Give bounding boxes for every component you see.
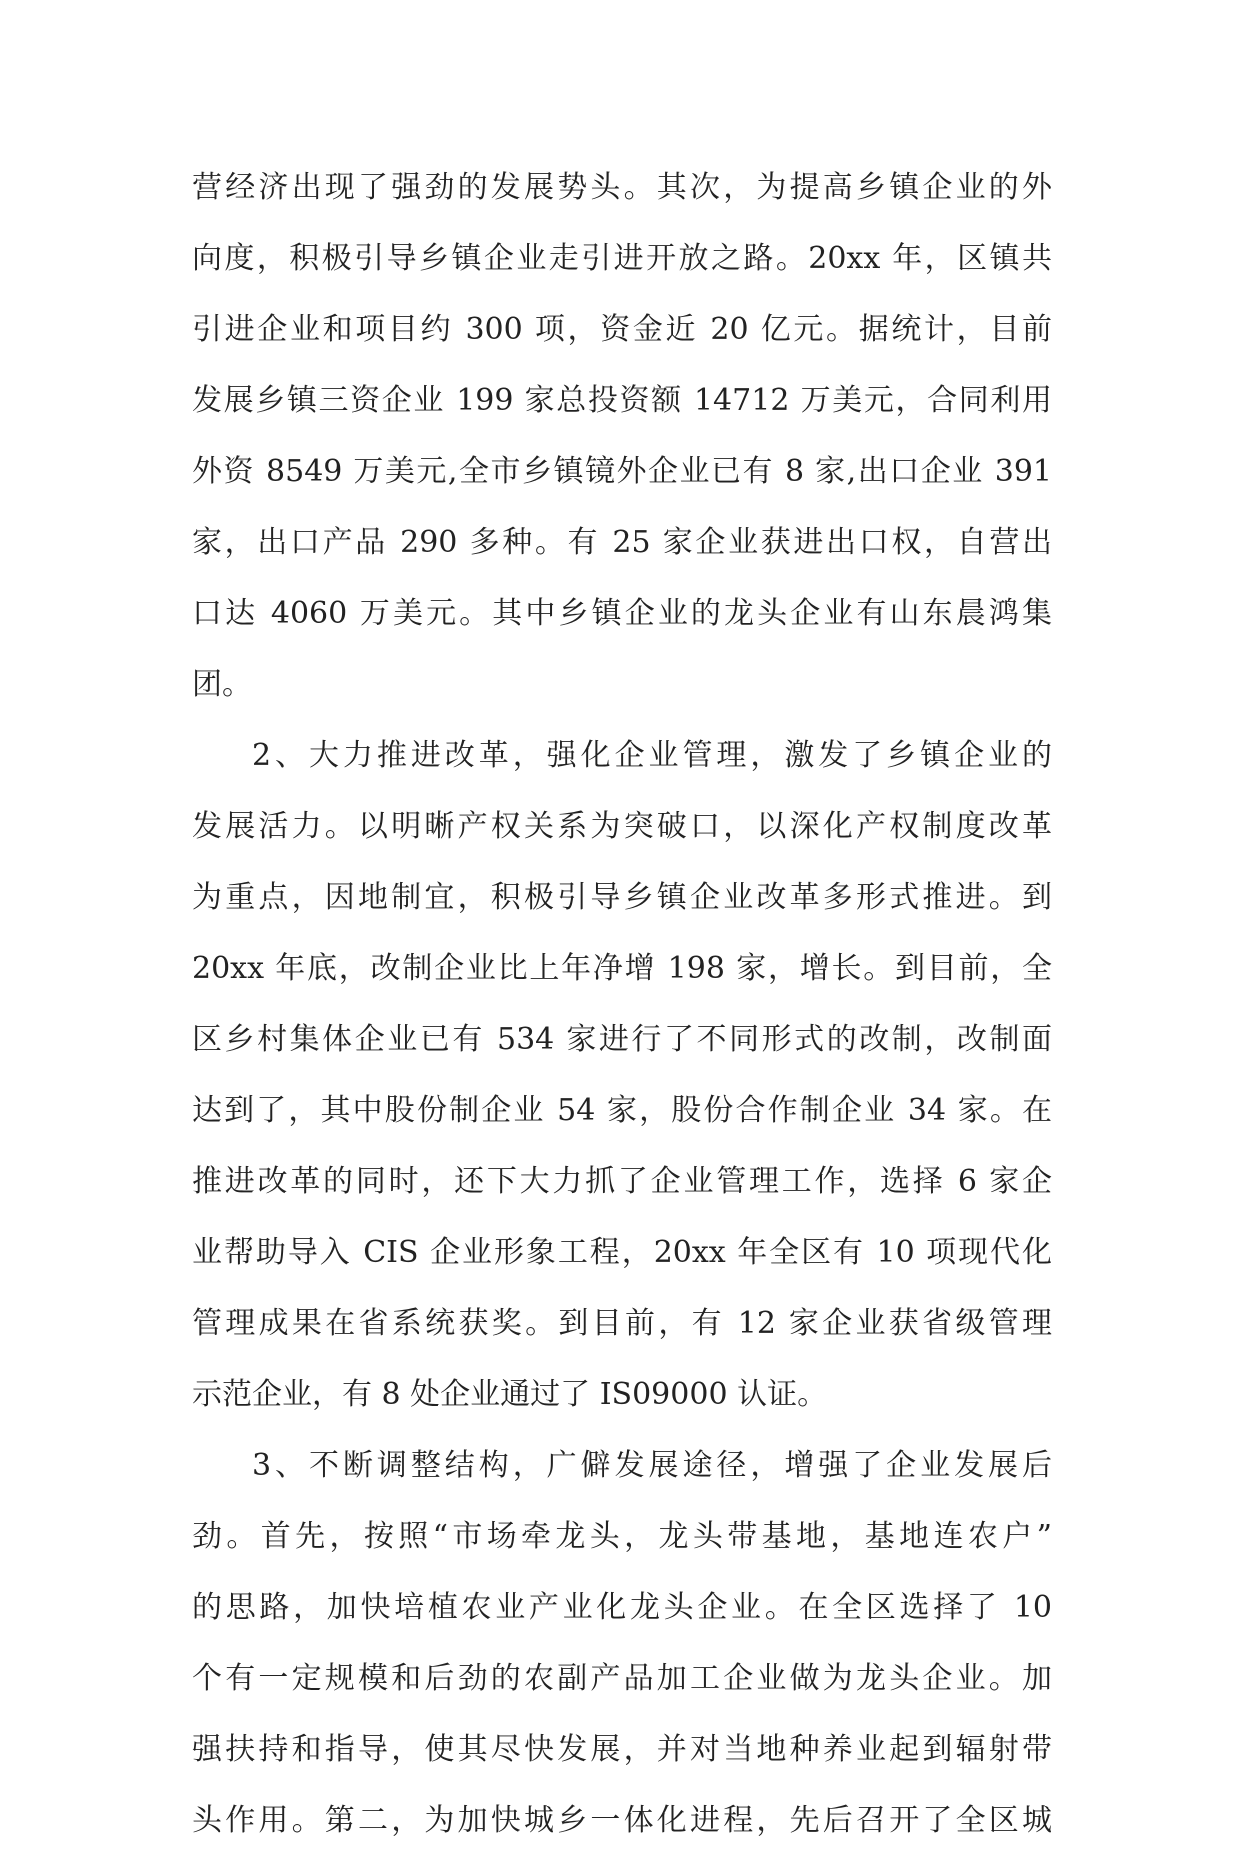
text-line: 区乡村集体企业已有 534 家进行了不同形式的改制，改制面 <box>192 1022 1052 1057</box>
text-line: 引进企业和项目约 300 项，资金近 20 亿元。据统计，目前 <box>192 312 1052 347</box>
text-line: 向度，积极引导乡镇企业走引进开放之路。20xx 年，区镇共 <box>192 241 1052 276</box>
paragraph-2-line: 2、大力推进改革，强化企业管理，激发了乡镇企业的 <box>252 738 1052 773</box>
text-line: 口达 4060 万美元。其中乡镇企业的龙头企业有山东晨鸿集 <box>192 596 1052 631</box>
text-line: 20xx 年底，改制企业比上年净增 198 家，增长。到目前，全 <box>192 951 1052 986</box>
text-line: 管理成果在省系统获奖。到目前，有 12 家企业获省级管理 <box>192 1306 1052 1341</box>
text-line: 劲。首先，按照“市场牵龙头，龙头带基地，基地连农户” <box>192 1519 1052 1554</box>
text-line: 个有一定规模和后劲的农副产品加工企业做为龙头企业。加 <box>192 1661 1052 1696</box>
document-body <box>192 152 1052 1856</box>
text-line: 营经济出现了强劲的发展势头。其次，为提高乡镇企业的外 <box>192 170 1052 205</box>
text-line: 家，出口产品 290 多种。有 25 家企业获进出口权，自营出 <box>192 525 1052 560</box>
text-line: 达到了，其中股份制企业 54 家，股份合作制企业 34 家。在 <box>192 1093 1052 1128</box>
text-line: 强扶持和指导，使其尽快发展，并对当地种养业起到辐射带 <box>192 1732 1052 1767</box>
text-line: 发展活力。以明晰产权关系为突破口，以深化产权制度改革 <box>192 809 1052 844</box>
text-line: 为重点，因地制宜，积极引导乡镇企业改革多形式推进。到 <box>192 880 1052 915</box>
text-line: 团。 <box>192 667 252 702</box>
text-line: 业帮助导入 CIS 企业形象工程，20xx 年全区有 10 项现代化 <box>192 1235 1052 1270</box>
text-line: 推进改革的同时，还下大力抓了企业管理工作，选择 6 家企 <box>192 1164 1052 1199</box>
text-line: 的思路，加快培植农业产业化龙头企业。在全区选择了 10 <box>192 1590 1052 1625</box>
text-line: 示范企业，有 8 处企业通过了 IS09000 认证。 <box>192 1377 828 1412</box>
text-line: 头作用。第二，为加快城乡一体化进程，先后召开了全区城 <box>192 1803 1052 1838</box>
text-line: 外资 8549 万美元,全市乡镇镜外企业已有 8 家,出口企业 391 <box>192 454 1052 489</box>
paragraph-3-line: 3、不断调整结构，广僻发展途径，增强了企业发展后 <box>252 1448 1052 1483</box>
text-line: 发展乡镇三资企业 199 家总投资额 14712 万美元，合同利用 <box>192 383 1052 418</box>
